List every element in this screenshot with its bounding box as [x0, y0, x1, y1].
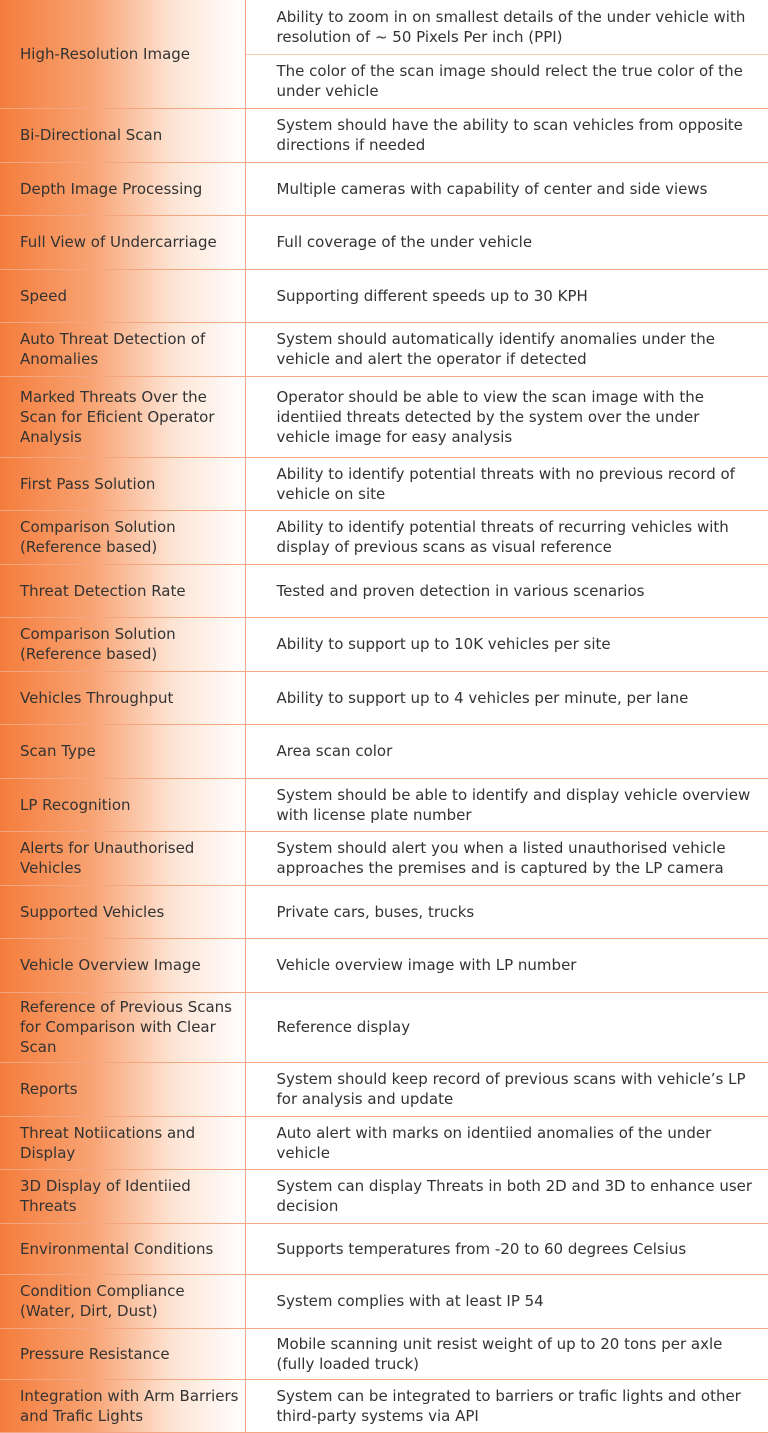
description-cell: Ability to zoom in on smallest details of the under vehicle with resolution of ~ 50 Pixels Per inch (PPI)	[245, 0, 768, 54]
table-row	[0, 322, 768, 376]
feature-cell: Environmental Conditions	[0, 1223, 245, 1274]
description-cell: Ability to identify potential threats with no previous record of vehicle on site	[245, 457, 768, 510]
description-cell: The color of the scan image should relect the true color of the under vehicle	[245, 54, 768, 108]
feature-cell: Vehicles Throughput	[0, 671, 245, 724]
feature-cell: Pressure Resistance	[0, 1328, 245, 1379]
feature-cell: Threat Notiications and Display	[0, 1116, 245, 1169]
feature-cell: Comparison Solution (Reference based)	[0, 617, 245, 671]
description-cell: System complies with at least IP 54	[245, 1274, 768, 1328]
table-row	[0, 831, 768, 885]
description-cell: Multiple cameras with capability of center and side views	[245, 162, 768, 215]
description-cell: Ability to support up to 10K vehicles per site	[245, 617, 768, 671]
description-cell: Ability to support up to 4 vehicles per minute, per lane	[245, 671, 768, 724]
table-row	[0, 1223, 768, 1274]
description-cell: Full coverage of the under vehicle	[245, 215, 768, 269]
table-row	[0, 1116, 768, 1169]
table-row	[0, 1274, 768, 1328]
feature-cell: Full View of Undercarriage	[0, 215, 245, 269]
feature-cell: Comparison Solution (Reference based)	[0, 510, 245, 564]
table-row	[0, 778, 768, 831]
description-cell: Supports temperatures from -20 to 60 degrees Celsius	[245, 1223, 768, 1274]
feature-cell: Marked Threats Over the Scan for Eficient Operator Analysis	[0, 376, 245, 457]
table-row	[0, 885, 768, 938]
description-cell: Reference display	[245, 992, 768, 1062]
description-cell: Private cars, buses, trucks	[245, 885, 768, 938]
feature-cell: Threat Detection Rate	[0, 564, 245, 617]
description-cell: Supporting different speeds up to 30 KPH	[245, 269, 768, 322]
description-cell: Area scan color	[245, 724, 768, 778]
feature-cell: LP Recognition	[0, 778, 245, 831]
description-cell: Auto alert with marks on identiied anomalies of the under vehicle	[245, 1116, 768, 1169]
description-cell: Ability to identify potential threats of recurring vehicles with display of previous scans as visual reference	[245, 510, 768, 564]
feature-cell: Bi-Directional Scan	[0, 108, 245, 162]
description-cell: Mobile scanning unit resist weight of up to 20 tons per axle (fully loaded truck)	[245, 1328, 768, 1379]
description-cell: System should have the ability to scan vehicles from opposite directions if needed	[245, 108, 768, 162]
feature-cell: Reports	[0, 1062, 245, 1116]
description-cell: System can be integrated to barriers or trafic lights and other third-party systems via API	[245, 1379, 768, 1432]
feature-cell: Supported Vehicles	[0, 885, 245, 938]
table-row	[0, 162, 768, 215]
table-row	[0, 1379, 768, 1432]
table-row	[0, 564, 768, 617]
table-row	[0, 376, 768, 457]
feature-cell: Speed	[0, 269, 245, 322]
table-row	[0, 457, 768, 510]
feature-cell: High-Resolution Image	[0, 0, 245, 108]
feature-cell: Scan Type	[0, 724, 245, 778]
feature-cell: Reference of Previous Scans for Comparison with Clear Scan	[0, 992, 245, 1062]
feature-cell: First Pass Solution	[0, 457, 245, 510]
table-row	[0, 1328, 768, 1379]
description-cell: Tested and proven detection in various scenarios	[245, 564, 768, 617]
feature-cell: Alerts for Unauthorised Vehicles	[0, 831, 245, 885]
table-row	[0, 0, 768, 54]
description-cell: System can display Threats in both 2D and 3D to enhance user decision	[245, 1169, 768, 1223]
table-row	[0, 1062, 768, 1116]
description-cell: System should alert you when a listed unauthorised vehicle approaches the premises and is captured by the LP camera	[245, 831, 768, 885]
table-row	[0, 671, 768, 724]
table-row	[0, 510, 768, 564]
description-cell: Vehicle overview image with LP number	[245, 938, 768, 992]
table-row	[0, 724, 768, 778]
description-cell: System should automatically identify anomalies under the vehicle and alert the operator if detected	[245, 322, 768, 376]
table-row	[0, 215, 768, 269]
feature-cell: Condition Compliance (Water, Dirt, Dust)	[0, 1274, 245, 1328]
description-cell: System should keep record of previous scans with vehicle’s LP for analysis and update	[245, 1062, 768, 1116]
table-row	[0, 1169, 768, 1223]
feature-cell: 3D Display of Identiied Threats	[0, 1169, 245, 1223]
feature-cell: Vehicle Overview Image	[0, 938, 245, 992]
description-cell: Operator should be able to view the scan image with the identiied threats detected by the system over the under vehicle image for easy analysis	[245, 376, 768, 457]
table-row	[0, 992, 768, 1062]
description-cell: System should be able to identify and display vehicle overview with license plate number	[245, 778, 768, 831]
table-row	[0, 617, 768, 671]
table-row	[0, 938, 768, 992]
feature-cell: Integration with Arm Barriers and Trafic Lights	[0, 1379, 245, 1432]
table-row	[0, 108, 768, 162]
feature-cell: Depth Image Processing	[0, 162, 245, 215]
feature-cell: Auto Threat Detection of Anomalies	[0, 322, 245, 376]
table-row	[0, 269, 768, 322]
